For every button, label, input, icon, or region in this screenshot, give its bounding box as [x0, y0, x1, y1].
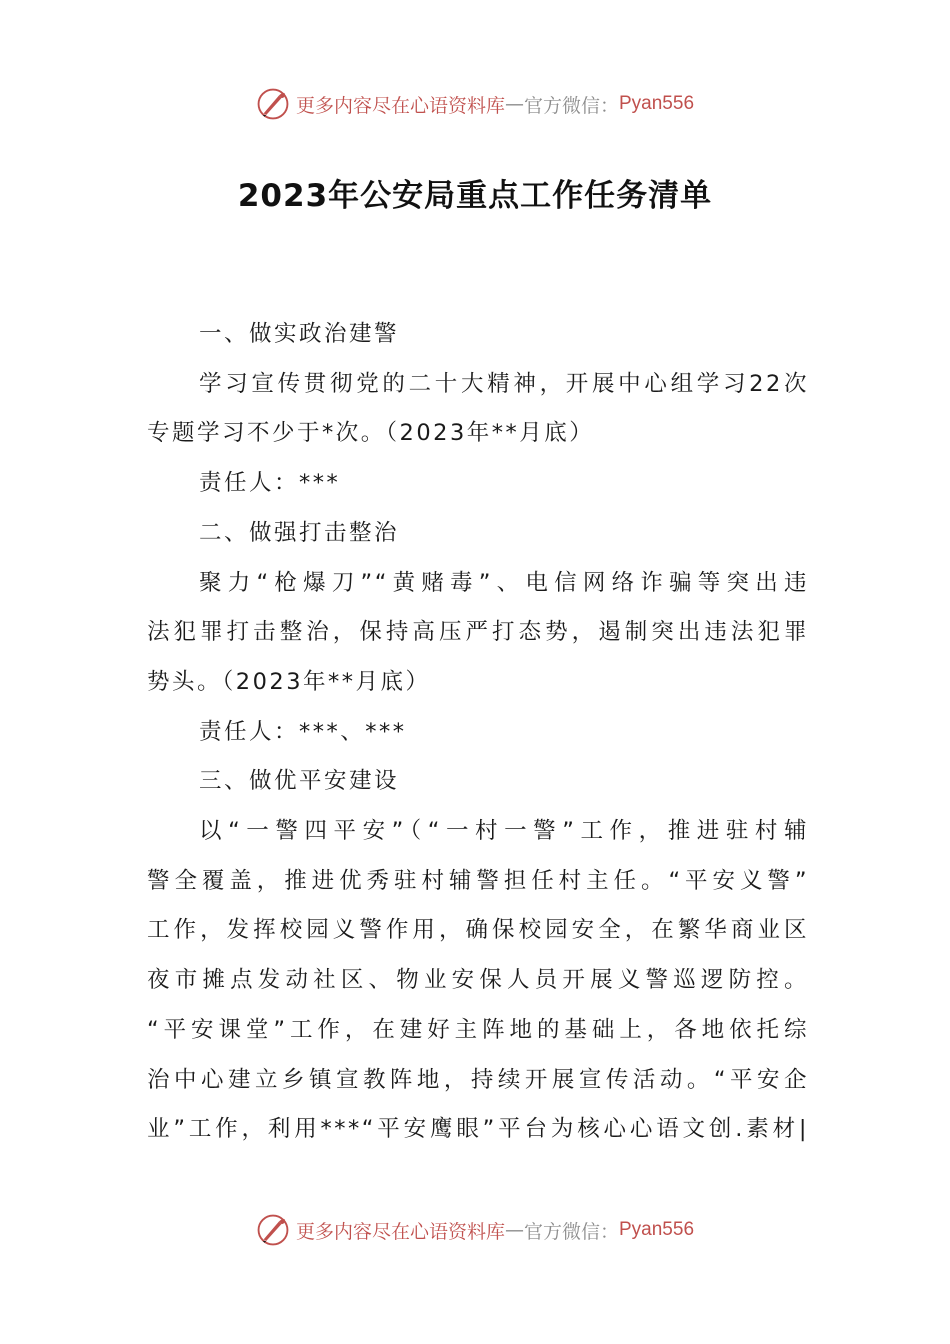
- watermark-label: 官方微信：: [523, 94, 619, 117]
- responsible-line-1: 责任人：***: [199, 470, 341, 497]
- watermark-wechat-id: Pyan556: [619, 1219, 695, 1240]
- watermark-wechat-id: Pyan556: [619, 93, 695, 114]
- section-heading-3: 三、做优平安建设: [199, 768, 400, 795]
- paragraph-line: 治中心建立乡镇宣教阵地，持续开展宣传活动。“平安企: [147, 1066, 809, 1093]
- section-heading-2: 二、做强打击整治: [199, 519, 400, 546]
- paragraph-line: 工作，发挥校园义警作用，确保校园安全，在繁华商业区: [147, 917, 809, 944]
- footer-watermark: [0, 1208, 950, 1252]
- watermark-dash: —: [504, 93, 524, 115]
- responsible-line-2: 责任人：***、***: [199, 718, 407, 745]
- header-watermark: [0, 82, 950, 126]
- watermark-main-text: 更多内容尽在心语资料库: [295, 1220, 505, 1243]
- paragraph-line: 业”工作，利用***“平安鹰眼”平台为核心心语文创.素材|: [147, 1116, 809, 1143]
- paragraph-line: 势头。（2023年**月底）: [147, 668, 431, 695]
- paragraph-line: 专题学习不少于*次。（2023年**月底）: [147, 420, 595, 447]
- section-heading-1: 一、做实政治建警: [199, 321, 400, 347]
- document-title: 2023年公安局重点工作任务清单: [237, 178, 713, 214]
- document-body: [147, 310, 809, 1155]
- paragraph-line: 以“一警四平安”（“一村一警”工作，推进驻村辅: [199, 818, 809, 845]
- paragraph-line: 法犯罪打击整治，保持高压严打态势，遏制突出违法犯罪: [147, 619, 809, 646]
- quill-logo-icon: [256, 1213, 290, 1247]
- watermark-dash: —: [504, 1219, 524, 1241]
- watermark-label: 官方微信：: [523, 1220, 619, 1243]
- paragraph-line: 聚力“枪爆刀”“黄赌毒”、电信网络诈骗等突出违: [199, 569, 809, 596]
- paragraph-line: “平安课堂”工作，在建好主阵地的基础上，各地依托综: [147, 1016, 809, 1043]
- quill-logo-icon: [256, 87, 290, 121]
- paragraph-line: 夜市摊点发动社区、物业安保人员开展义警巡逻防控。: [147, 967, 809, 994]
- paragraph-line: 警全覆盖，推进优秀驻村辅警担任村主任。“平安义警”: [147, 867, 809, 894]
- paragraph-line: 学习宣传贯彻党的二十大精神，开展中心组学习22次: [199, 370, 809, 397]
- watermark-main-text: 更多内容尽在心语资料库: [295, 94, 505, 117]
